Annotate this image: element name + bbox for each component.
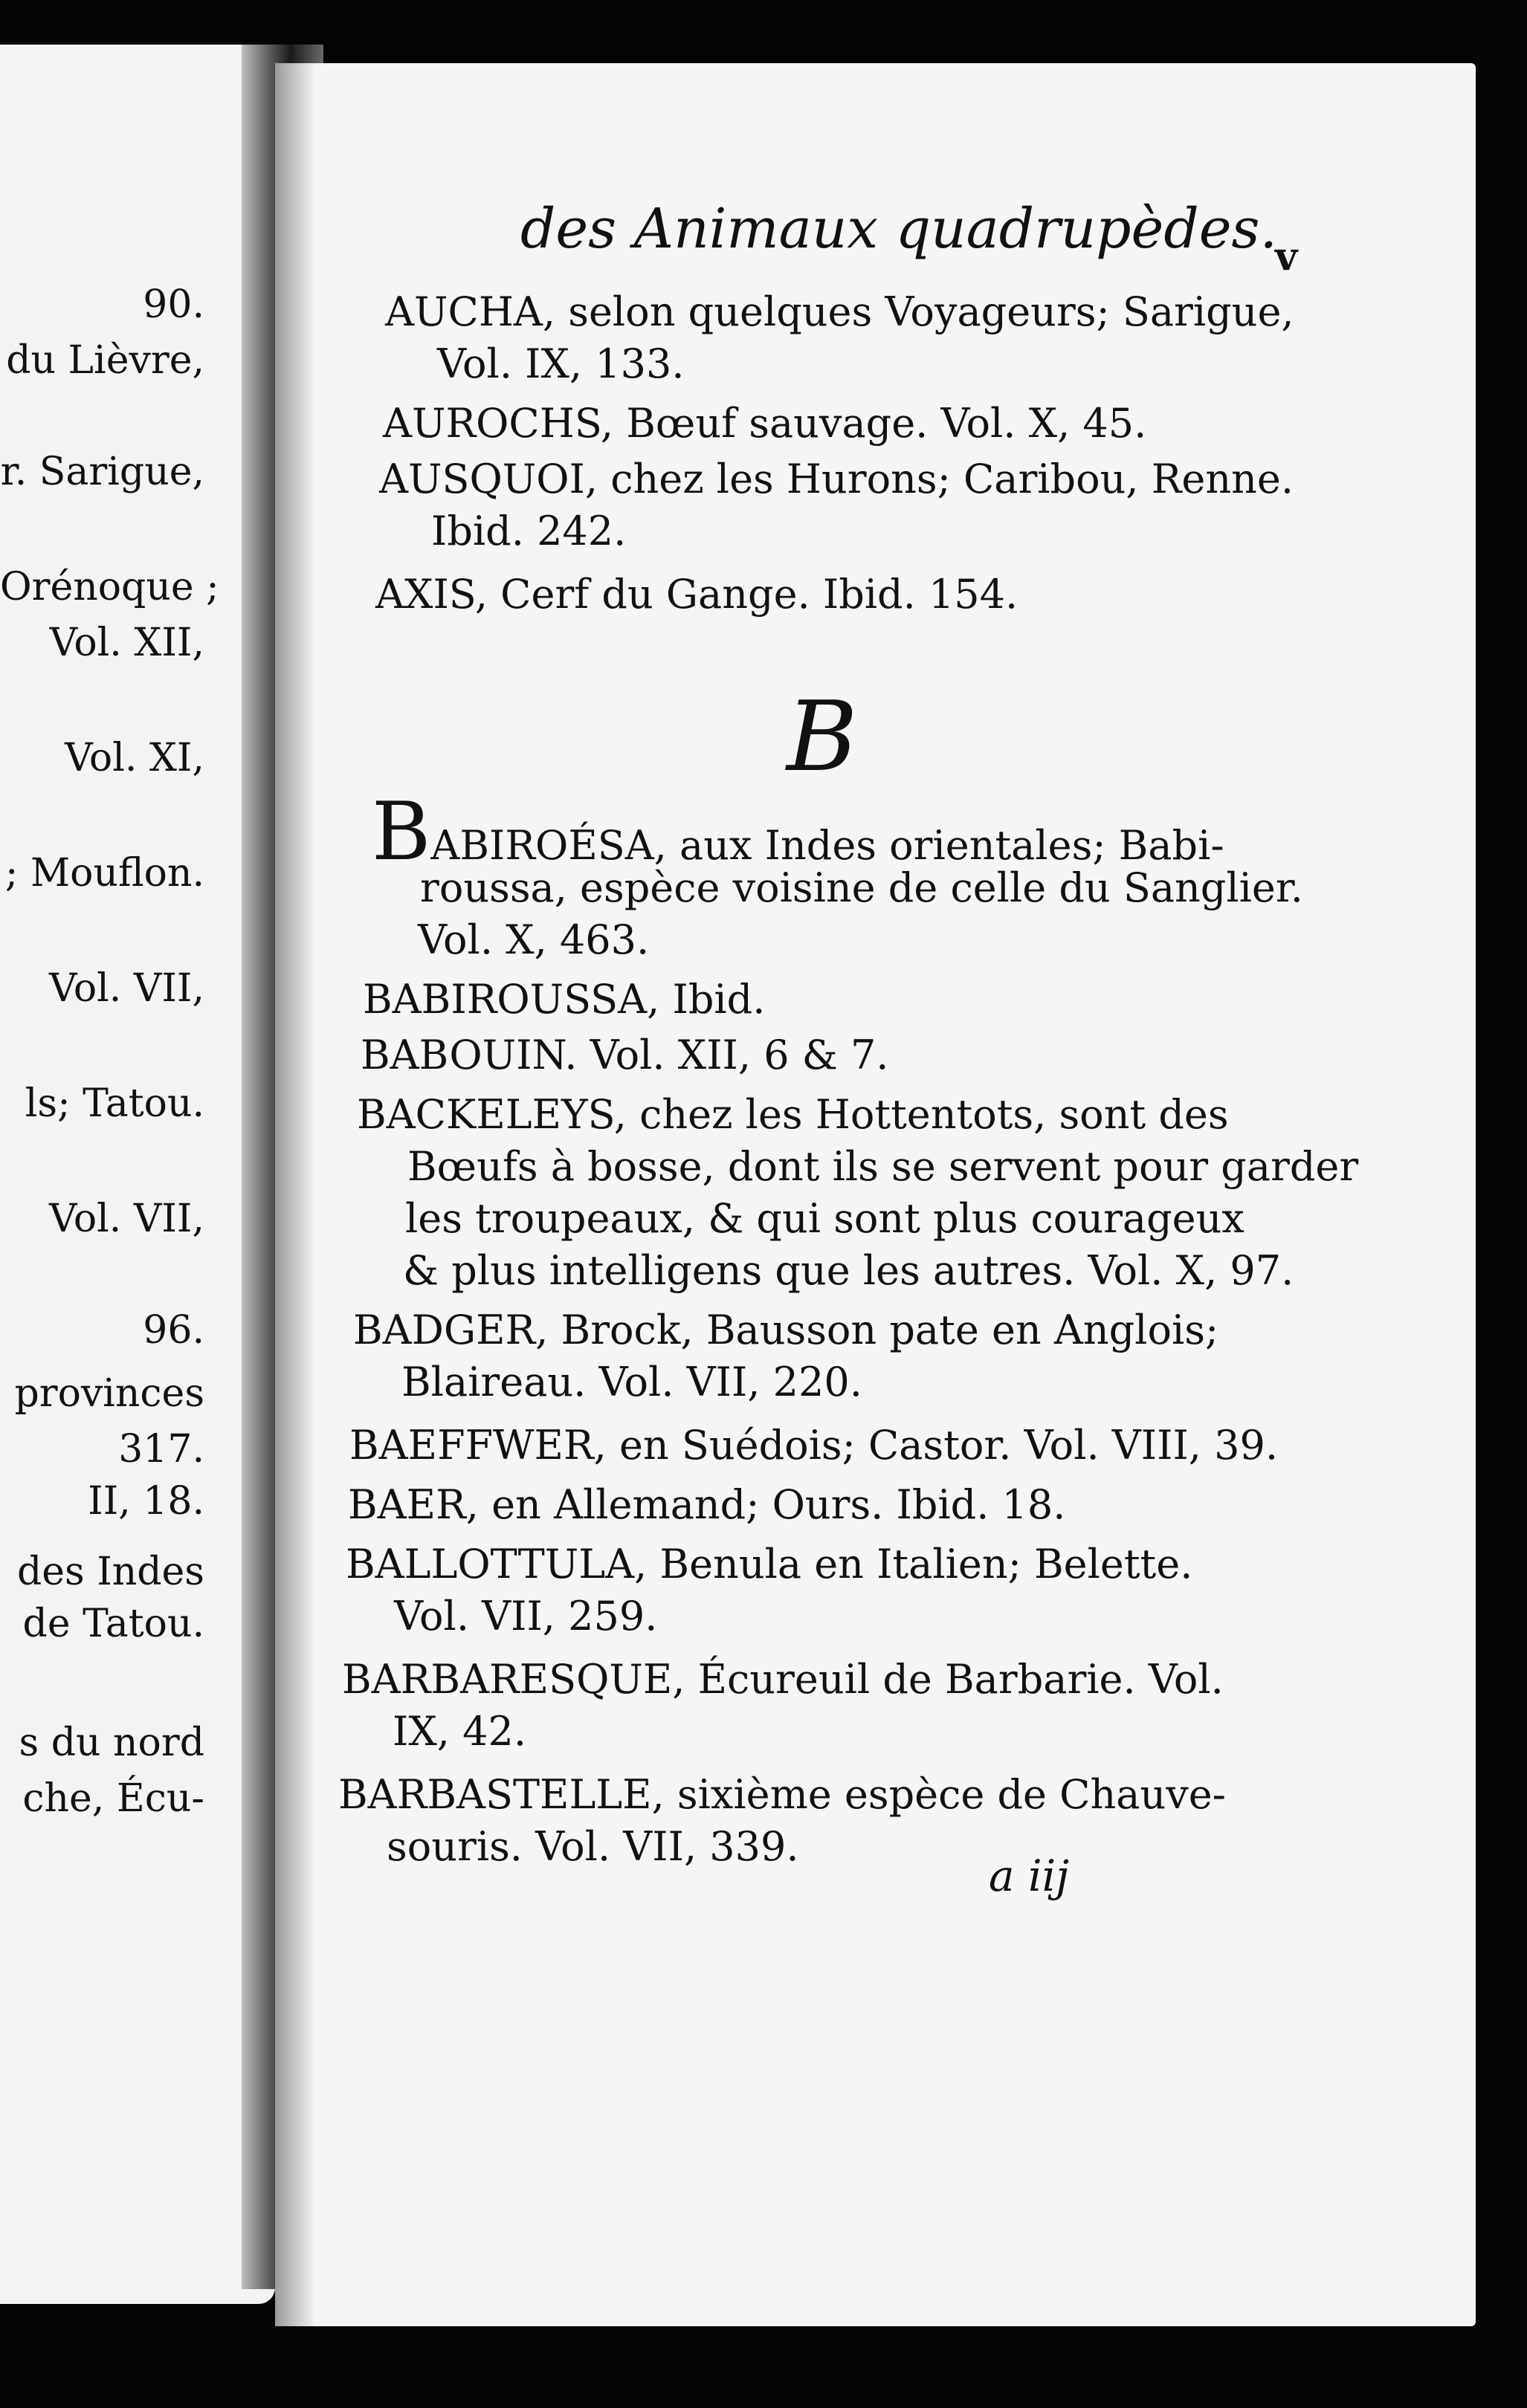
left-page	[0, 45, 275, 2304]
section-letter: B	[787, 680, 858, 793]
entry-backeleys: BACKELEYS, chez les Hottentots, sont des	[357, 1091, 1229, 1138]
left-line: Vol. VII,	[49, 1197, 204, 1241]
entry-baeffwer: BAEFFWER, en Suédois; Castor. Vol. VIII, 39.	[349, 1422, 1278, 1469]
left-line: 317.	[118, 1427, 204, 1472]
entry-axis: AXIS, Cerf du Gange. Ibid. 154.	[375, 571, 1018, 618]
entry-ausquoi-cont: Ibid. 242.	[431, 508, 627, 554]
entry-ballottula-cont: Vol. VII, 259.	[394, 1593, 658, 1640]
entry-aurochs: AUROCHS, Bœuf sauvage. Vol. X, 45.	[383, 400, 1147, 447]
drop-initial: B	[372, 786, 431, 878]
left-line: Vol. XII,	[49, 621, 204, 665]
entry-babiroussa: BABIROUSSA, Ibid.	[363, 976, 766, 1023]
left-line: r. Sarigue,	[0, 450, 204, 494]
entry-barbastelle-cont: souris. Vol. VII, 339.	[387, 1823, 799, 1870]
left-line: du Lièvre,	[6, 338, 204, 383]
entry-aucha: AUCHA, selon quelques Voyageurs; Sarigue,	[385, 288, 1294, 335]
left-line: II, 18.	[88, 1479, 204, 1524]
entry-backeleys-cont2: les troupeaux, & qui sont plus courageux	[405, 1195, 1244, 1242]
left-line: ; Mouflon.	[4, 851, 204, 896]
entry-babiroesa-cont2: Vol. X, 463.	[418, 916, 650, 963]
left-line: des Indes	[16, 1550, 204, 1594]
entry-badger: BADGER, Brock, Bausson pate en Anglois;	[353, 1307, 1219, 1353]
left-line: s du nord	[19, 1721, 204, 1765]
left-line: che, Écu-	[22, 1776, 204, 1821]
left-line: ls; Tatou.	[25, 1081, 204, 1126]
entry-badger-cont: Blaireau. Vol. VII, 220.	[401, 1359, 862, 1405]
left-line: Orénoque ;	[0, 565, 219, 609]
running-head: des Animaux quadrupèdes.	[520, 197, 1278, 261]
entry-backeleys-cont3: & plus intelligens que les autres. Vol. X, 97.	[403, 1247, 1294, 1294]
entry-barbaresque-cont: IX, 42.	[393, 1708, 526, 1755]
entry-barbastelle: BARBASTELLE, sixième espèce de Chauve-	[338, 1771, 1226, 1818]
entry-babouin: BABOUIN. Vol. XII, 6 & 7.	[361, 1032, 889, 1078]
signature-mark: a iij	[989, 1851, 1070, 1901]
left-line: 90.	[143, 282, 204, 327]
left-line: 96.	[143, 1308, 204, 1353]
entry-aucha-cont: Vol. IX, 133.	[437, 340, 685, 387]
left-line: Vol. XI,	[65, 736, 204, 780]
entry-ausquoi: AUSQUOI, chez les Hurons; Caribou, Renne.	[379, 456, 1294, 502]
left-line: Vol. VII,	[49, 966, 204, 1011]
entry-babiroesa-cont: roussa, espèce voisine de celle du Sanglier.	[420, 864, 1303, 911]
entry-baer: BAER, en Allemand; Ours. Ibid. 18.	[348, 1481, 1066, 1528]
left-line: provinces	[14, 1371, 204, 1416]
right-page	[275, 63, 1476, 2326]
entry-backeleys-cont: Bœufs à bosse, dont ils se servent pour garder	[407, 1143, 1359, 1190]
entry-babiroesa: BABIROÉSA, aux Indes orientales; Babi-	[372, 786, 1224, 878]
folio: v	[1275, 234, 1298, 279]
left-line: de Tatou.	[22, 1602, 204, 1646]
entry-barbaresque: BARBARESQUE, Écureuil de Barbarie. Vol.	[342, 1656, 1224, 1703]
entry-ballottula: BALLOTTULA, Benula en Italien; Belette.	[346, 1541, 1193, 1587]
